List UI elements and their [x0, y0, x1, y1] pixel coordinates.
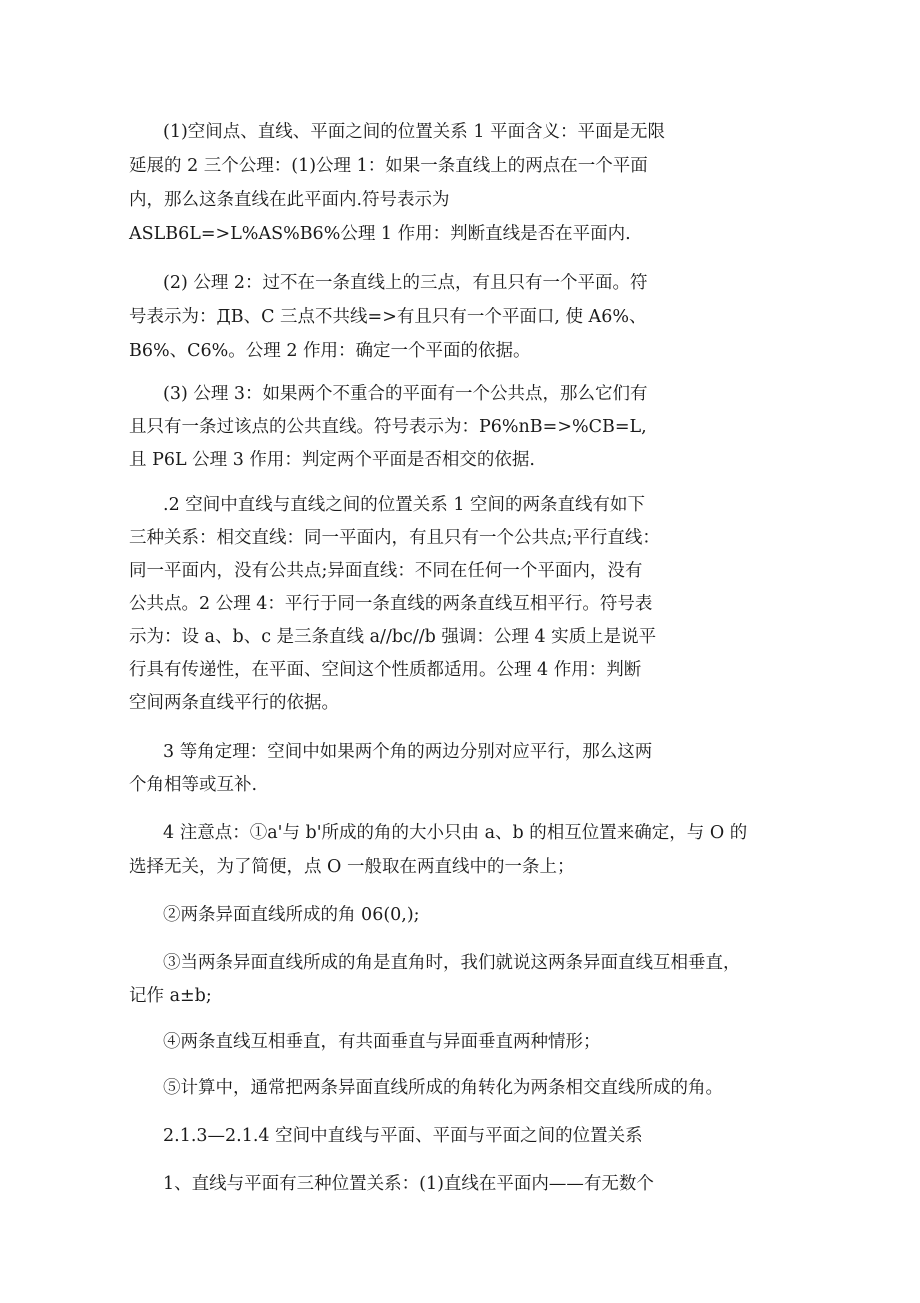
text-line: B6%、C6%。公理 2 作用：确定一个平面的依据。	[129, 341, 531, 361]
text-line: ASLB6L=>L%AS%B6%公理 1 作用：判断直线是否在平面内.	[129, 224, 631, 244]
text-line: 个角相等或互补.	[129, 775, 258, 795]
text-line: 同一平面内，没有公共点;异面直线：不同在任何一个平面内，没有	[129, 561, 643, 581]
text-line: (3) 公理 3：如果两个不重合的平面有一个公共点，那么它们有	[163, 384, 648, 404]
text-line: ④两条直线互相垂直，有共面垂直与异面垂直两种情形；	[163, 1032, 601, 1052]
text-line: 三种关系：相交直线：同一平面内，有且只有一个公共点;平行直线：	[129, 528, 660, 548]
text-line: 内，那么这条直线在此平面内.符号表示为	[129, 190, 450, 210]
text-line: 1、直线与平面有三种位置关系：(1)直线在平面内——有无数个	[163, 1174, 654, 1194]
text-line: 示为：设 a、b、c 是三条直线 a//bc//b 强调：公理 4 实质上是说平	[129, 627, 657, 647]
text-line: 号表示为：ДB、C 三点不共线=>有且只有一个平面口, 使 A6%、	[129, 307, 647, 327]
text-line: 延展的 2 三个公理：(1)公理 1：如果一条直线上的两点在一个平面	[129, 156, 648, 176]
text-line: 公共点。2 公理 4：平行于同一条直线的两条直线互相平行。符号表	[129, 594, 653, 614]
text-line: .2 空间中直线与直线之间的位置关系 1 空间的两条直线有如下	[163, 495, 646, 515]
text-line: ⑤计算中，通常把两条异面直线所成的角转化为两条相交直线所成的角。	[163, 1078, 723, 1098]
text-line: 且只有一条过该点的公共直线。符号表示为：P6%nB=>%CB=L,	[129, 417, 647, 437]
text-line: 行具有传递性，在平面、空间这个性质都适用。公理 4 作用：判断	[129, 660, 642, 680]
section-heading: 2.1.3—2.1.4 空间中直线与平面、平面与平面之间的位置关系	[163, 1126, 643, 1146]
text-line: 选择无关，为了简便，点 O 一般取在两直线中的一条上；	[129, 857, 575, 877]
text-line: 记作 a±b;	[129, 986, 212, 1006]
text-line: ②两条异面直线所成的角 06(0,);	[163, 905, 420, 925]
text-line: (2) 公理 2：过不在一条直线上的三点，有且只有一个平面。符	[163, 273, 648, 293]
text-line: (1)空间点、直线、平面之间的位置关系 1 平面含义：平面是无限	[163, 122, 666, 142]
text-line: 空间两条直线平行的依据。	[129, 693, 339, 713]
text-line: 4 注意点：①a'与 b'所成的角的大小只由 a、b 的相互位置来确定，与 O 的	[163, 823, 748, 843]
text-line: ③当两条异面直线所成的角是直角时，我们就说这两条异面直线互相垂直，	[163, 953, 741, 973]
text-line: 3 等角定理：空间中如果两个角的两边分别对应平行，那么这两	[163, 742, 653, 762]
text-line: 且 P6L 公理 3 作用：判定两个平面是否相交的依据.	[129, 450, 535, 470]
